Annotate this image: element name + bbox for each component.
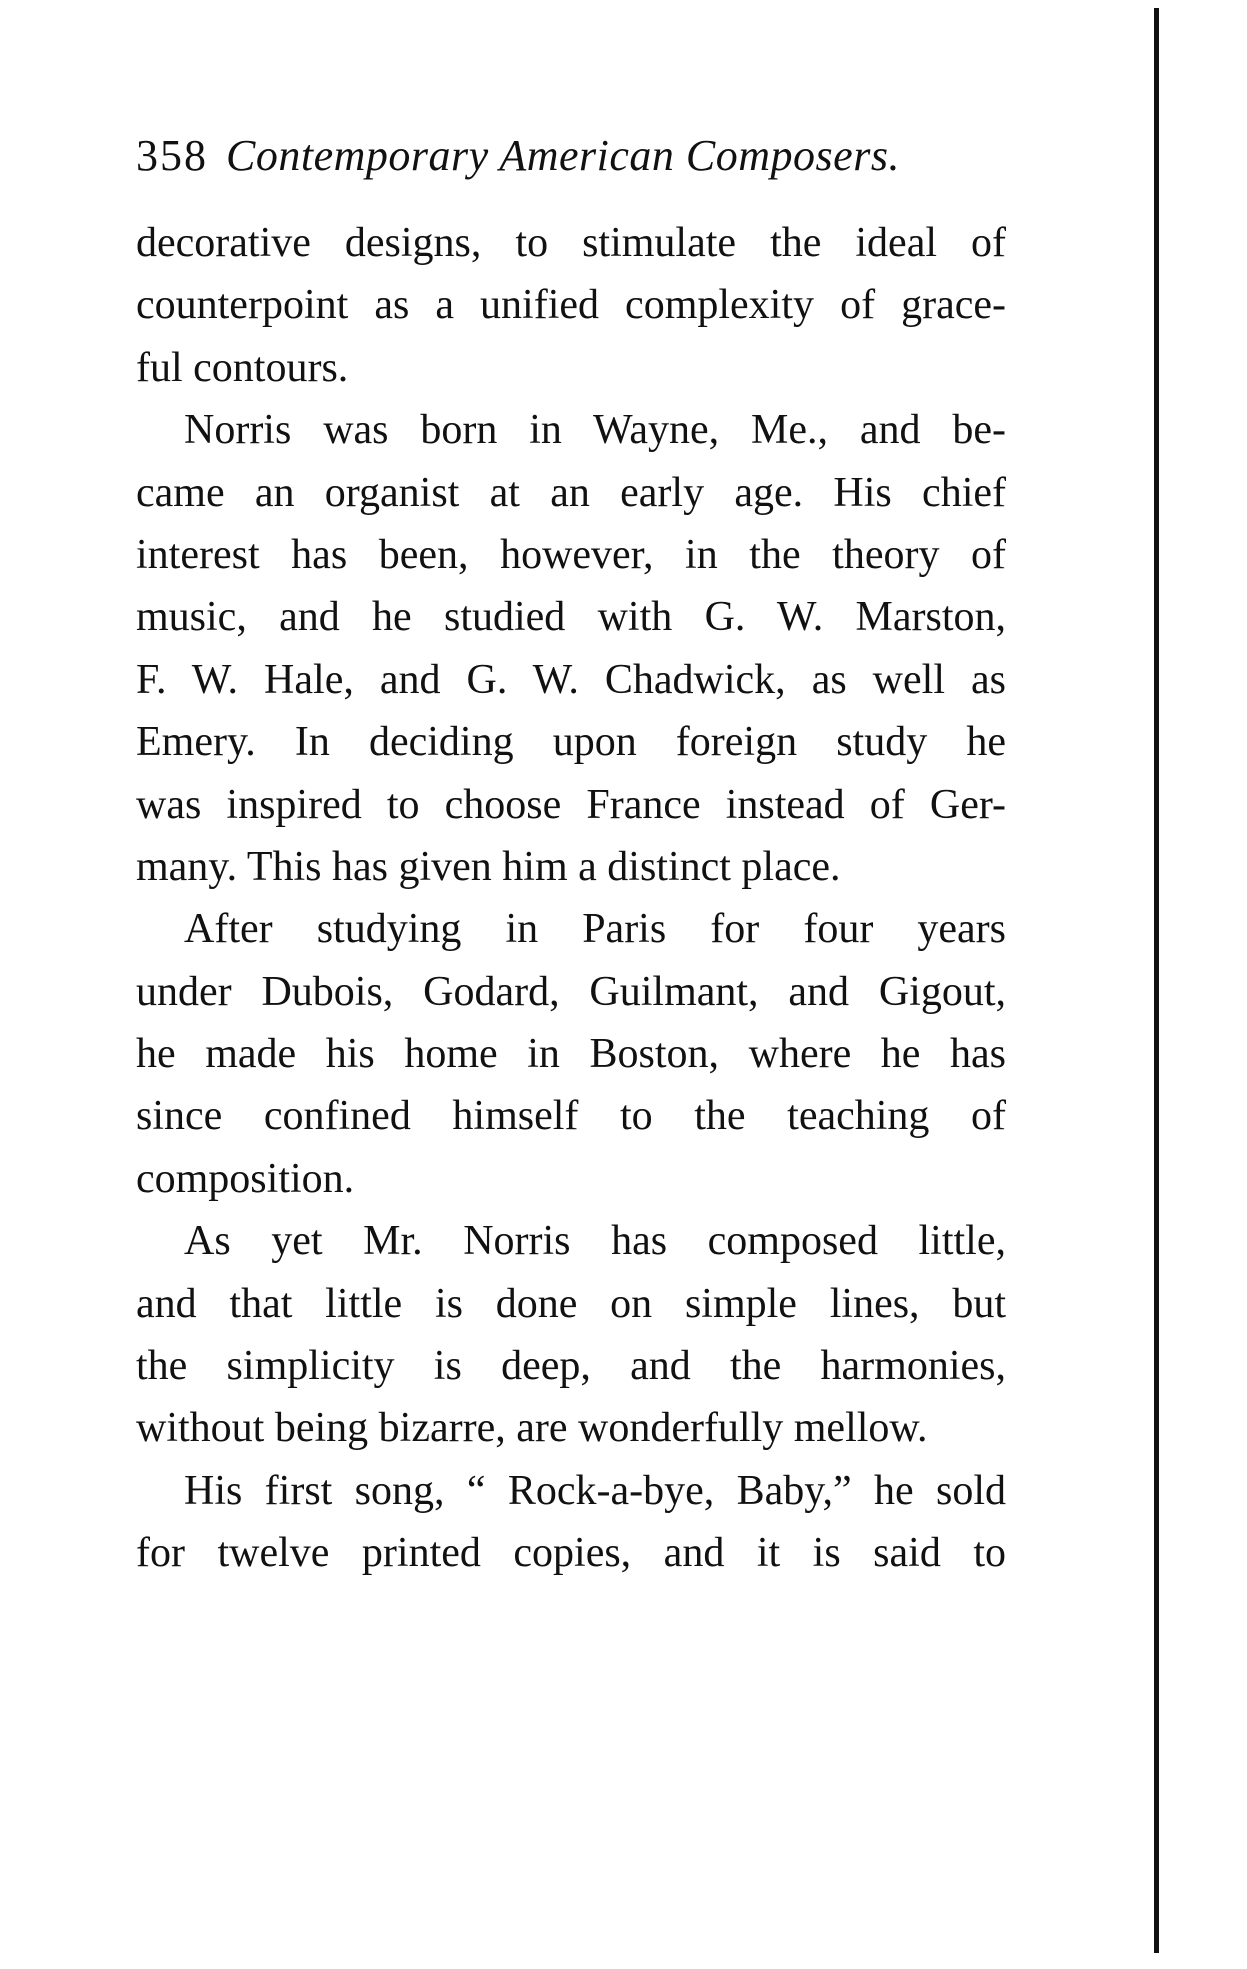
running-header xyxy=(136,128,900,184)
text-line: counterpoint as a unified complexity of grace- xyxy=(136,282,1006,329)
paragraph xyxy=(136,399,1006,898)
text-line: many. This has given him a distinct place. xyxy=(136,843,841,890)
text-line: composition. xyxy=(136,1155,355,1202)
text-line: the simplicity is deep, and the harmonies, xyxy=(136,1343,1006,1390)
paragraph xyxy=(136,898,1006,1210)
text-line: His first song, “ Rock-a-bye, Baby,” he sold xyxy=(184,1467,1006,1514)
text-line: After studying in Paris for four years xyxy=(184,906,1006,953)
text-line: since confined himself to the teaching of xyxy=(136,1093,1006,1140)
text-line: music, and he studied with G. W. Marston, xyxy=(136,594,1006,641)
text-line: and that little is done on simple lines, but xyxy=(136,1280,1006,1327)
text-line: Emery. In deciding upon foreign study he xyxy=(136,719,1006,766)
text-line: for twelve printed copies, and it is said to xyxy=(136,1530,1006,1577)
page-number: 358 xyxy=(136,131,208,180)
text-line: came an organist at an early age. His chief xyxy=(136,469,1006,516)
text-line: he made his home in Boston, where he has xyxy=(136,1031,1006,1078)
text-line: As yet Mr. Norris has composed little, xyxy=(184,1218,1006,1265)
text-line: F. W. Hale, and G. W. Chadwick, as well as xyxy=(136,656,1006,703)
paragraph xyxy=(136,212,1006,399)
paragraph xyxy=(136,1210,1006,1460)
paragraph xyxy=(136,1460,1006,1585)
text-line: Norris was born in Wayne, Me., and be- xyxy=(184,407,1006,454)
text-line: decorative designs, to stimulate the ideal of xyxy=(136,220,1006,266)
body-text xyxy=(136,212,1006,1585)
text-line: without being bizarre, are wonderfully mellow. xyxy=(136,1405,928,1452)
page-edge-rule xyxy=(1154,8,1159,1953)
text-line: under Dubois, Godard, Guilmant, and Gigout, xyxy=(136,968,1006,1015)
running-title: Contemporary American Composers. xyxy=(226,131,900,180)
text-line: interest has been, however, in the theory of xyxy=(136,531,1006,578)
text-line: was inspired to choose France instead of Ger- xyxy=(136,781,1006,828)
text-line: ful contours. xyxy=(136,344,349,391)
